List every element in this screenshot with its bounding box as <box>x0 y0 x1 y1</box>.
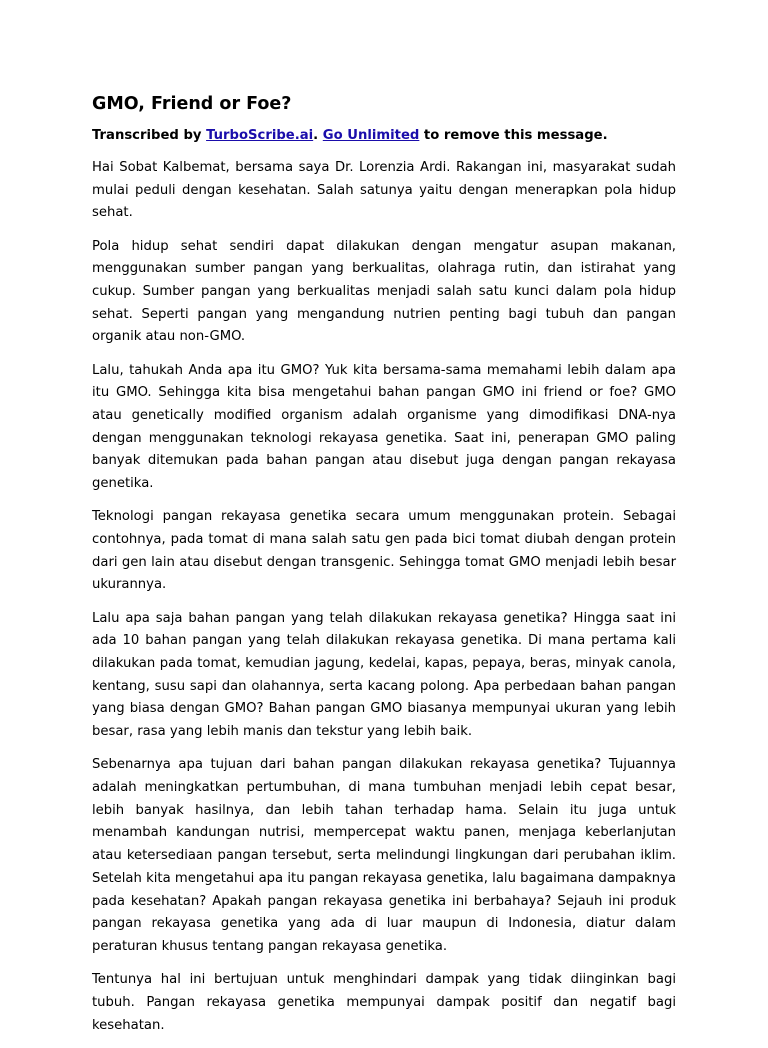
paragraph: Tentunya hal ini bertujuan untuk menghindari dampak yang tidak diinginkan bagi tubuh. Pangan rekayasa genetika mempunyai dampak positif dan negatif bagi kesehatan. <box>92 972 676 1033</box>
paragraph: Teknologi pangan rekayasa genetika secara umum menggunakan protein. Sebagai contohnya, pada tomat di mana salah satu gen pada bici tomat diubah dengan protein dari gen lain atau disebut dengan transgenic. Sehingga tomat GMO menjadi lebih besar ukurannya. <box>92 509 676 593</box>
paragraph: Pola hidup sehat sendiri dapat dilakukan dengan mengatur asupan makanan, menggunakan sumber pangan yang berkualitas, olahraga rutin, dan istirahat yang cukup. Sumber pangan yang berkualitas menjadi salah satu kunci dalam pola hidup sehat. Seperti pangan yang mengandung nutrien penting bagi tubuh dan pangan organik atau non-GMO. <box>92 238 676 345</box>
document-page <box>92 92 676 1048</box>
paragraph: Lalu apa saja bahan pangan yang telah dilakukan rekayasa genetika? Hingga saat ini ada 10 bahan pangan yang telah dilakukan rekayasa genetika. Di mana pertama kali dilakukan pada tomat, kemudian jagung, kedelai, kapas, pepaya, beras, minyak canola, kentang, susu sapi dan olahannya, serta kacang polong. Apa perbedaan bahan pangan yang biasa dengan GMO? Bahan pangan GMO biasanya mempunyai ukuran yang lebih besar, rasa yang lebih manis dan tekstur yang lebih baik. <box>92 610 676 740</box>
notice-separator: . <box>313 128 323 143</box>
turboscribe-link[interactable]: TurboScribe.ai <box>206 128 314 143</box>
paragraph: Sebenarnya apa tujuan dari bahan pangan dilakukan rekayasa genetika? Tujuannya adalah meningkatkan pertumbuhan, di mana tumbuhan menjadi lebih cepat besar, lebih banyak hasilnya, dan lebih tahan terhadap hama. Selain itu juga untuk menambah kandungan nutrisi, mempercepat waktu panen, menjaga keberlanjutan atau ketersediaan pangan tersebut, serta melindungi lingkungan dari perubahan iklim. Setelah kita mengetahui apa itu pangan rekayasa genetika, lalu bagaimana dampaknya pada kesehatan? Apakah pangan rekayasa genetika ini berbahaya? Sejauh ini produk pangan rekayasa genetika yang ada di luar maupun di Indonesia, diatur dalam peraturan khusus tentang pangan rekayasa genetika. <box>92 757 676 954</box>
go-unlimited-link[interactable]: Go Unlimited <box>322 128 420 143</box>
notice-prefix: Transcribed by <box>92 128 207 143</box>
notice-suffix: to remove this message. <box>419 128 608 143</box>
transcription-notice <box>92 125 676 147</box>
paragraph: Hai Sobat Kalbemat, bersama saya Dr. Lorenzia Ardi. Rakangan ini, masyarakat sudah mulai peduli dengan kesehatan. Salah satunya yaitu dengan menerapkan pola hidup sehat. <box>92 160 676 221</box>
paragraph: Lalu, tahukah Anda apa itu GMO? Yuk kita bersama-sama memahami lebih dalam apa itu GMO. Sehingga kita bisa mengetahui bahan pangan GMO ini friend or foe? GMO atau genetically modified organism adalah organisme yang dimodifikasi DNA-nya dengan menggunakan teknologi rekayasa genetika. Saat ini, penerapan GMO paling banyak ditemukan pada bahan pangan atau disebut juga dengan pangan rekayasa genetika. <box>92 362 676 492</box>
document-title: GMO, Friend or Foe? <box>92 94 292 114</box>
